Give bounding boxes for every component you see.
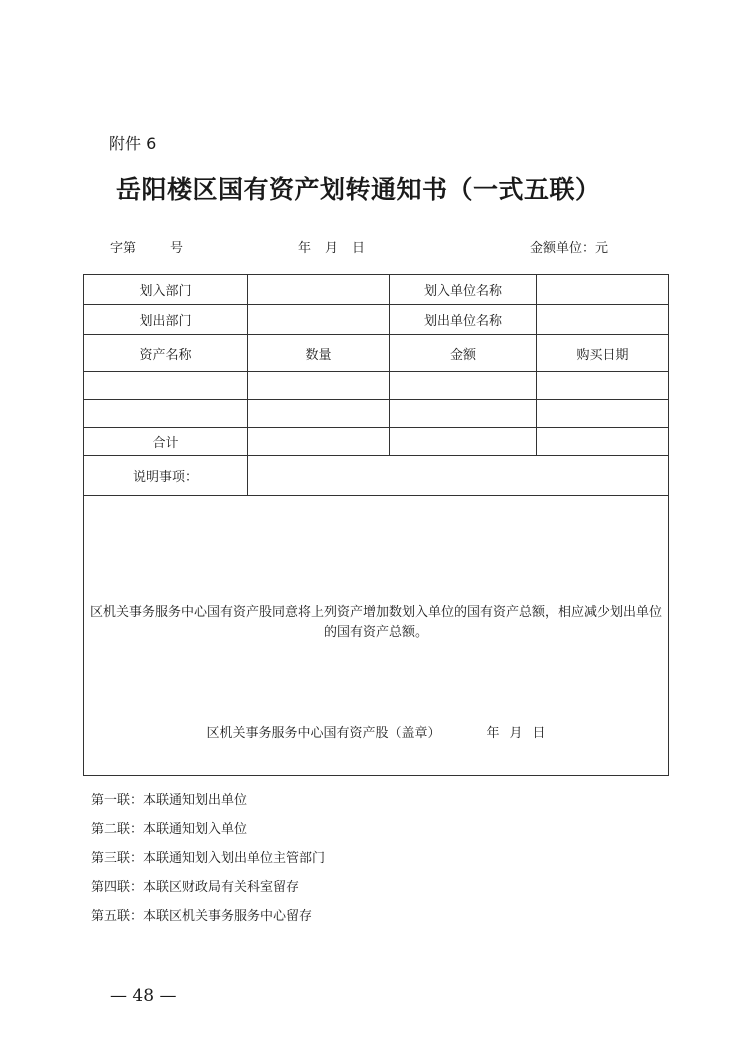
seal-month: 月 — [509, 726, 523, 741]
copy-item: 第一联：本联通知划出单位 — [91, 793, 248, 808]
copy-item: 第二联：本联通知划入单位 — [91, 822, 248, 837]
statement-text: 区机关事务服务中心国有资产股同意将上列资产增加数划入单位的国有资产总额，相应减少划出单位的国有资产总额。 — [89, 605, 662, 640]
statement-cell — [84, 496, 669, 776]
transfer-form-table — [83, 274, 669, 776]
total-date-cell[interactable] — [537, 428, 669, 456]
document-date — [298, 237, 365, 256]
transfer-in-unit-name-field[interactable] — [537, 275, 669, 305]
notes-field[interactable] — [248, 456, 669, 496]
transfer-in-dept-field[interactable] — [248, 275, 390, 305]
total-row — [84, 428, 669, 456]
total-label: 合计 — [84, 428, 248, 456]
col-quantity: 数量 — [248, 335, 390, 372]
transfer-in-dept-label: 划入部门 — [84, 275, 248, 305]
zi-label: 字第 — [110, 241, 137, 256]
transfer-out-unit-name-field[interactable] — [537, 305, 669, 335]
seal-line — [84, 722, 668, 741]
seal-year: 年 — [486, 726, 500, 741]
copies-list — [91, 790, 325, 935]
statement-row — [84, 496, 669, 776]
quantity-cell[interactable] — [248, 372, 390, 400]
seal-label: 区机关事务服务中心国有资产股（盖章） — [206, 726, 441, 741]
asset-name-cell[interactable] — [84, 400, 248, 428]
document-number — [110, 237, 183, 256]
transfer-out-unit-name-label: 划出单位名称 — [390, 305, 537, 335]
col-amount: 金额 — [390, 335, 537, 372]
copy-item: 第三联：本联通知划入划出单位主管部门 — [91, 851, 326, 866]
transfer-out-dept-label: 划出部门 — [84, 305, 248, 335]
table-row — [84, 400, 669, 428]
transfer-in-unit-name-label: 划入单位名称 — [390, 275, 537, 305]
month-label: 月 — [325, 241, 339, 256]
copy-item: 第五联：本联区机关事务服务中心留存 — [91, 909, 313, 924]
copy-item: 第四联：本联区财政局有关科室留存 — [91, 880, 300, 895]
table-row — [84, 372, 669, 400]
transfer-out-dept-field[interactable] — [248, 305, 390, 335]
total-amount-cell[interactable] — [390, 428, 537, 456]
notes-row — [84, 456, 669, 496]
table-row — [84, 305, 669, 335]
total-quantity-cell[interactable] — [248, 428, 390, 456]
year-label: 年 — [298, 241, 312, 256]
purchase-date-cell[interactable] — [537, 372, 669, 400]
amount-cell[interactable] — [390, 400, 537, 428]
col-asset-name: 资产名称 — [84, 335, 248, 372]
document-title: 岳阳楼区国有资产划转通知书（一式五联） — [116, 175, 601, 204]
col-purchase-date: 购买日期 — [537, 335, 669, 372]
attachment-label: 附件 6 — [109, 134, 157, 153]
day-label: 日 — [352, 241, 366, 256]
purchase-date-cell[interactable] — [537, 400, 669, 428]
page-number: — 48 — — [110, 986, 177, 1006]
notes-label: 说明事项： — [84, 456, 248, 496]
amount-unit: 金额单位：元 — [530, 241, 609, 256]
table-row — [84, 275, 669, 305]
table-header-row — [84, 335, 669, 372]
amount-cell[interactable] — [390, 372, 537, 400]
hao-label: 号 — [170, 241, 184, 256]
seal-day: 日 — [532, 726, 546, 741]
quantity-cell[interactable] — [248, 400, 390, 428]
asset-name-cell[interactable] — [84, 372, 248, 400]
